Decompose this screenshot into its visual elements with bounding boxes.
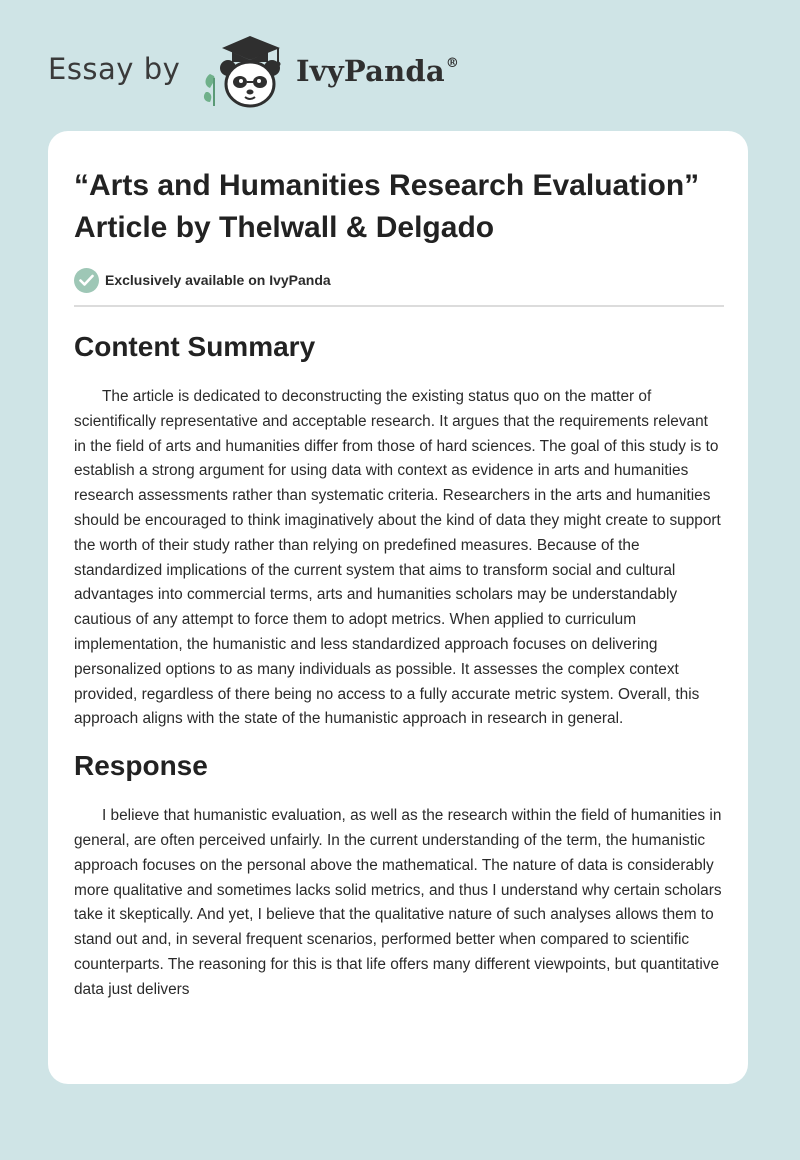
section-paragraph-response: I believe that humanistic evaluation, as well as the research within the field of humanities in general, are often perceived unfairly. In the current understanding of the term, the humanistic approach focuses on the personal above the mathematical. The nature of data is considerably more qualitative and sometimes lacks solid metrics, and thus I understand why certain scholars take it skeptically. And yet, I believe that the qualitative nature of such analyses allows them to stand out and, in several frequent scenarios, performed better when compared to scientific counterparts. The reasoning for this is that life offers many different viewpoints, but quantitative data just delivers bbox=[74, 807, 722, 998]
brand-name[interactable] bbox=[296, 54, 459, 88]
site-header bbox=[48, 34, 548, 114]
check-circle-icon bbox=[74, 268, 99, 293]
essay-content bbox=[74, 165, 724, 1003]
registered-mark: ® bbox=[445, 56, 460, 71]
ivy-leaf-icon bbox=[204, 74, 215, 106]
brand-text: IvyPanda bbox=[296, 54, 445, 88]
essay-title: “Arts and Humanities Research Evaluation” Article by Thelwall & Delgado bbox=[74, 169, 700, 244]
section-heading-content-summary: Content Summary bbox=[74, 331, 316, 362]
essay-card bbox=[48, 131, 748, 1084]
panda-graduation-cap-logo-icon[interactable] bbox=[200, 34, 290, 110]
exclusive-badge bbox=[74, 267, 724, 293]
title-divider bbox=[74, 305, 724, 307]
exclusive-label: Exclusively available on IvyPanda bbox=[105, 272, 331, 288]
essay-by-label: Essay by bbox=[48, 52, 181, 86]
section-paragraph-content-summary: The article is dedicated to deconstructing the existing status quo on the matter of scientifically representative and acceptable research. It argues that the requirements relevant in the field of arts and humanities differ from those of hard sciences. The goal of this study is to establish a strong argument for using data with context as evidence in arts and humanities research assessments rather than systematic criteria. Researchers in the arts and humanities should be encouraged to think imaginatively about the kind of data they might create to support the worth of their study rather than relying on predefined measures. Because of the standardized implications of the current system that aims to transform social and cultural advantages into commercial terms, arts and humanities scholars may be understandably cautious of any attempt to force them to adopt metrics. When applied to curriculum implementation, the humanistic and less standardized approach focuses on delivering personalized options to as many individuals as possible. It assesses the complex context provided, regardless of there being no access to a fully accurate metric system. Overall, this approach aligns with the state of the humanistic approach in research in general. bbox=[74, 388, 721, 728]
section-heading-response: Response bbox=[74, 750, 208, 782]
